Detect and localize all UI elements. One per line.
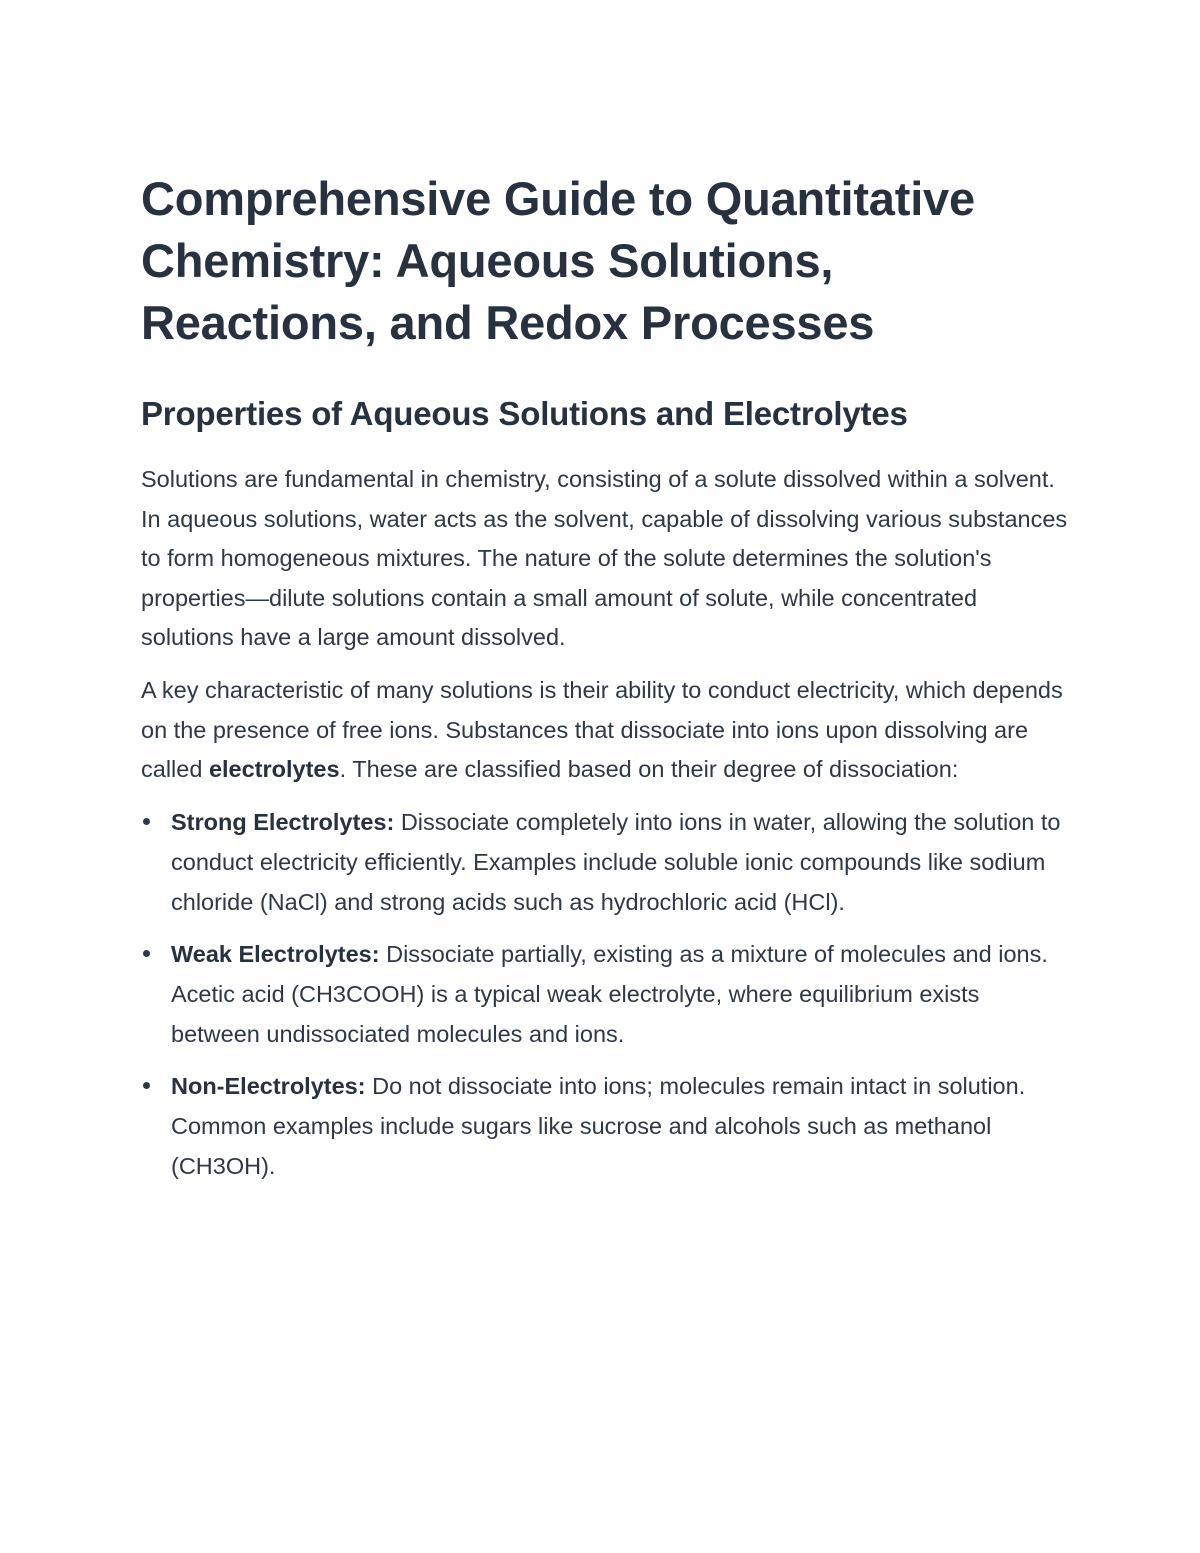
list-item-text: Dissociate completely into ions in water, allowing the solution to conduct electricity efficiently. Examples include soluble ionic compounds like sodium chloride (NaCl) and strong acids such as hydrochloric acid (HCl). — [171, 808, 1061, 915]
list-item — [141, 1066, 1071, 1186]
section-heading: Properties of Aqueous Solutions and Electrolytes — [141, 395, 908, 432]
list-item-term: Non-Electrolytes: — [171, 1072, 366, 1099]
paragraph-text: A key characteristic of many solutions is their ability to conduct electricity, which depends on the presence of free ions. Substances that dissociate into ions upon dissolving are called — [141, 676, 1063, 783]
list-item — [141, 802, 1071, 922]
paragraph-electrolytes — [141, 671, 1071, 790]
paragraph-text: . These are classified based on their degree of dissociation: — [339, 756, 959, 783]
paragraph-solutions: Solutions are fundamental in chemistry, consisting of a solute dissolved within a solvent. In aqueous solutions, water acts as the solvent, capable of dissolving various substances to form homogeneous mixtures. The nature of the solute determines the solution's properties—dilute solutions contain a small amount of solute, while concentrated solutions have a large amount dissolved. — [141, 466, 1068, 651]
list-item — [141, 934, 1071, 1054]
document-title: Comprehensive Guide to Quantitative Chemistry: Aqueous Solutions, Reactions, and Redox Processes — [141, 172, 975, 349]
electrolyte-list — [141, 802, 1071, 1186]
list-item-text: Do not dissociate into ions; molecules remain intact in solution. Common examples include sugars like sucrose and alcohols such as methanol (CH3OH). — [171, 1072, 1026, 1179]
list-item-text: Dissociate partially, existing as a mixture of molecules and ions. Acetic acid (CH3COOH) is a typical weak electrolyte, where equilibrium exists between undissociated molecules and ions. — [171, 940, 1048, 1047]
list-item-term: Weak Electrolytes: — [171, 940, 380, 967]
document-page — [141, 168, 1071, 1198]
bold-term-electrolytes: electrolytes — [208, 756, 340, 783]
list-item-term: Strong Electrolytes: — [171, 808, 395, 835]
